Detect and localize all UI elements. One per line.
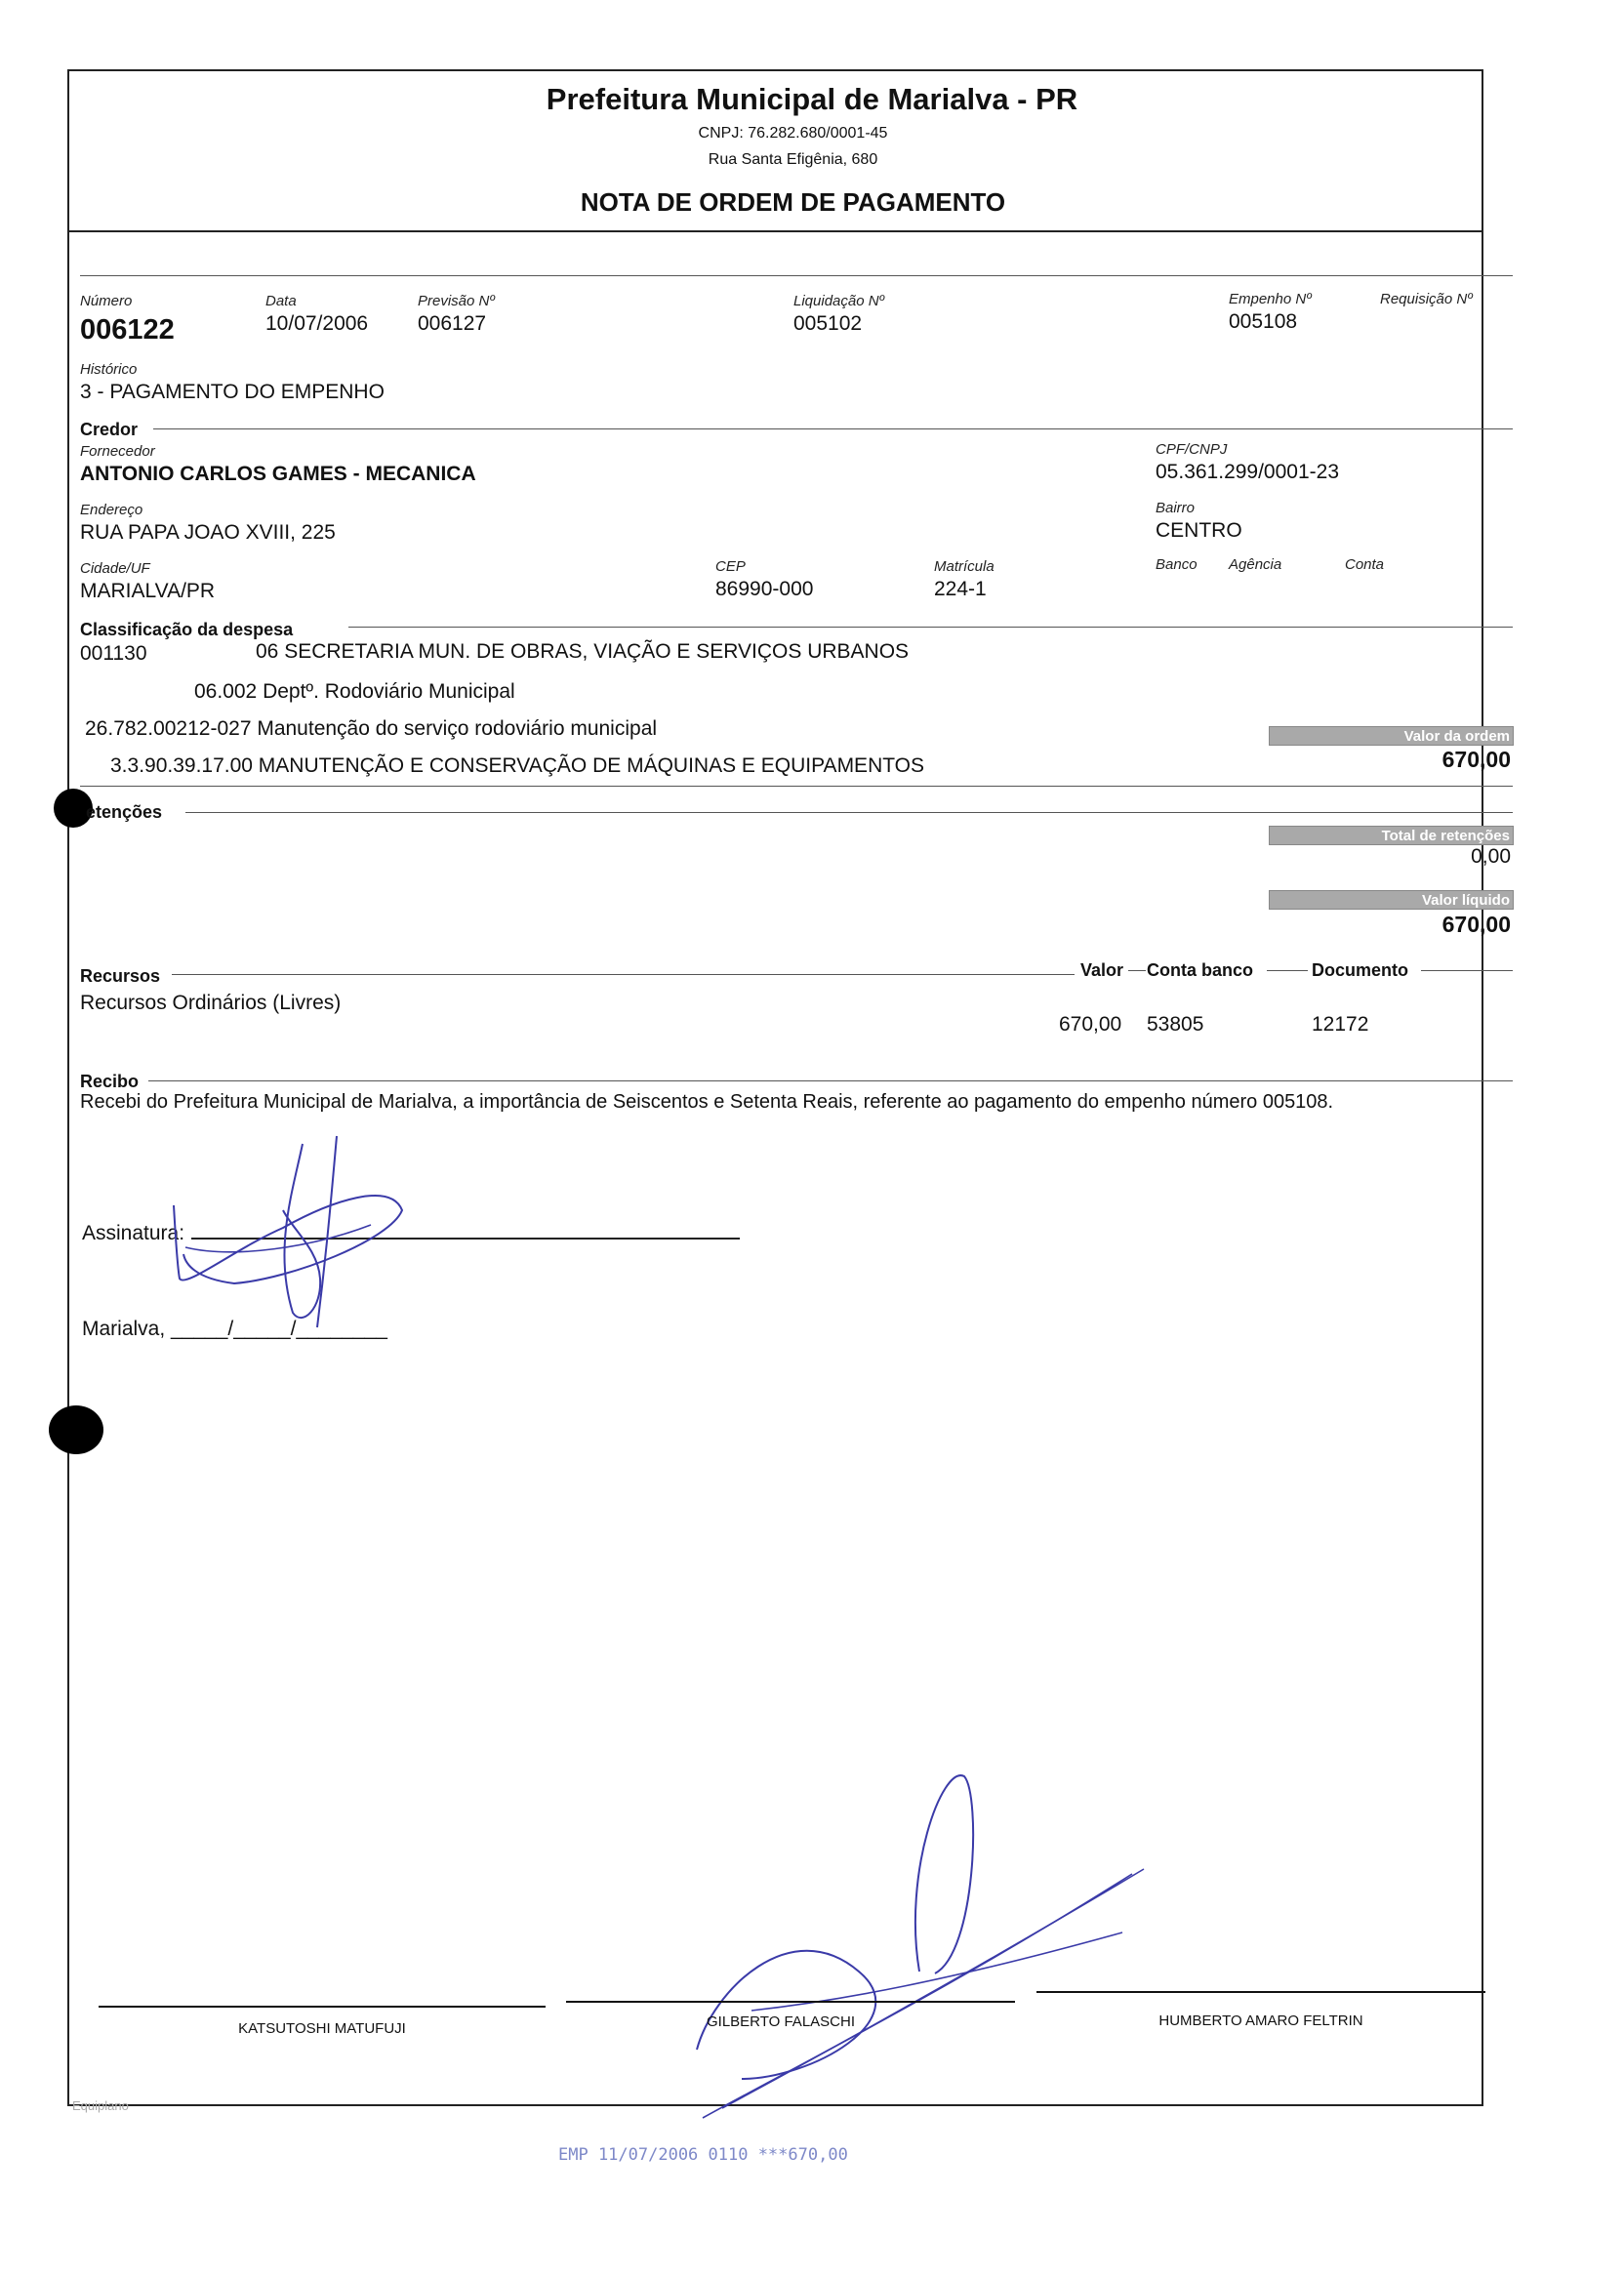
credor-section: Credor: [80, 420, 139, 439]
signatory-3: HUMBERTO AMARO FELTRIN: [1158, 2013, 1363, 2029]
cidade-value: MARIALVA/PR: [80, 580, 216, 602]
agencia-label: Agência: [1229, 556, 1282, 573]
recursos-valor: 670,00: [1059, 1013, 1122, 1036]
recibo-divider: [148, 1080, 1513, 1081]
liquidacao-label: Liquidação Nº: [793, 293, 885, 309]
recursos-divider-2: [1128, 970, 1146, 971]
classificacao-end-divider: [80, 786, 1513, 787]
punch-hole-2: [49, 1405, 103, 1454]
header-cnpj: CNPJ: 76.282.680/0001-45: [698, 125, 888, 142]
signature-recibo: [156, 1132, 420, 1347]
valor-ordem-value: 670,00: [1441, 747, 1511, 772]
cep-value: 86990-000: [715, 578, 814, 600]
matricula-value: 224-1: [934, 578, 987, 600]
classificacao-code: 001130: [80, 642, 147, 665]
valor-ordem-label: Valor da ordem: [1269, 726, 1514, 746]
cpf-value: 05.361.299/0001-23: [1156, 461, 1340, 483]
bairro-label: Bairro: [1156, 500, 1196, 516]
historico-label: Histórico: [80, 361, 138, 378]
signatory-2: GILBERTO FALASCHI: [707, 2013, 855, 2030]
software-label: Equiplano: [72, 2098, 129, 2113]
signature-line-2: [566, 2001, 1015, 2003]
info-divider: [80, 275, 1513, 276]
signature-line-3: [1036, 1991, 1485, 1993]
recursos-section: Recursos: [80, 966, 161, 986]
bairro-value: CENTRO: [1156, 519, 1242, 542]
numero-label: Número: [80, 293, 133, 309]
cep-label: CEP: [715, 558, 746, 575]
data-value: 10/07/2006: [265, 312, 369, 335]
classificacao-line3: 26.782.00212-027 Manutenção do serviço rodoviário municipal: [85, 717, 658, 740]
header-divider: [67, 230, 1483, 232]
data-label: Data: [265, 293, 297, 309]
fornecedor-value: ANTONIO CARLOS GAMES - MECANICA: [80, 463, 476, 485]
empenho-label: Empenho Nº: [1229, 291, 1312, 307]
signature-gilberto: [693, 1757, 1152, 2128]
liquidacao-value: 005102: [793, 312, 863, 335]
retencoes-section: etenções: [86, 802, 163, 822]
classificacao-line2: 06.002 Deptº. Rodoviário Municipal: [194, 680, 515, 703]
banco-label: Banco: [1156, 556, 1198, 573]
signatory-1: KATSUTOSHI MATUFUJI: [238, 2020, 406, 2037]
payment-stamp: EMP 11/07/2006 0110 ***670,00: [558, 2145, 848, 2165]
page-title: Prefeitura Municipal de Marialva - PR: [546, 82, 1078, 116]
recursos-divider-4: [1421, 970, 1513, 971]
classificacao-section: Classificação da despesa: [80, 620, 294, 639]
cpf-label: CPF/CNPJ: [1156, 441, 1228, 458]
recursos-valor-label: Valor: [1080, 960, 1124, 980]
total-retencoes-label: Total de retenções: [1269, 826, 1514, 845]
endereco-value: RUA PAPA JOAO XVIII, 225: [80, 521, 336, 544]
fornecedor-label: Fornecedor: [80, 443, 155, 460]
recursos-divider: [172, 974, 1075, 975]
valor-liquido-value: 670,00: [1441, 912, 1511, 937]
data-recibo: Marialva, _____/_____/________: [82, 1318, 387, 1340]
classificacao-divider: [348, 627, 1513, 628]
classificacao-line4: 3.3.90.39.17.00 MANUTENÇÃO E CONSERVAÇÃO DE MÁQUINAS E EQUIPAMENTOS: [110, 754, 925, 777]
historico-value: 3 - PAGAMENTO DO EMPENHO: [80, 381, 385, 403]
previsao-value: 006127: [418, 312, 487, 335]
recursos-documento: 12172: [1312, 1013, 1369, 1036]
recursos-conta-label: Conta banco: [1147, 960, 1254, 980]
previsao-label: Previsão Nº: [418, 293, 495, 309]
recursos-item: Recursos Ordinários (Livres): [80, 992, 342, 1014]
matricula-label: Matrícula: [934, 558, 995, 575]
signature-line-1: [99, 2006, 546, 2008]
endereco-label: Endereço: [80, 502, 143, 518]
conta-label: Conta: [1345, 556, 1385, 573]
recursos-documento-label: Documento: [1312, 960, 1408, 980]
header-address: Rua Santa Efigênia, 680: [708, 151, 878, 168]
cidade-label: Cidade/UF: [80, 560, 150, 577]
total-retencoes-value: 0,00: [1471, 845, 1511, 868]
requisicao-label: Requisição Nº: [1380, 291, 1473, 307]
retencoes-divider: [185, 812, 1513, 813]
document-title: NOTA DE ORDEM DE PAGAMENTO: [580, 187, 1006, 217]
recursos-divider-3: [1267, 970, 1308, 971]
recibo-section: Recibo: [80, 1072, 140, 1091]
valor-liquido-label: Valor líquido: [1269, 890, 1514, 910]
numero-value: 006122: [80, 314, 175, 346]
recursos-conta: 53805: [1147, 1013, 1204, 1036]
empenho-value: 005108: [1229, 310, 1298, 333]
classificacao-line1: 06 SECRETARIA MUN. DE OBRAS, VIAÇÃO E SERVIÇOS URBANOS: [256, 640, 910, 663]
recibo-text: Recebi do Prefeitura Municipal de Marialva, a importância de Seiscentos e Setenta Reais, referente ao pagamento do empenho número 005108.: [80, 1091, 1334, 1113]
credor-divider: [153, 428, 1513, 429]
assinatura-label: Assinatura:: [82, 1222, 185, 1244]
